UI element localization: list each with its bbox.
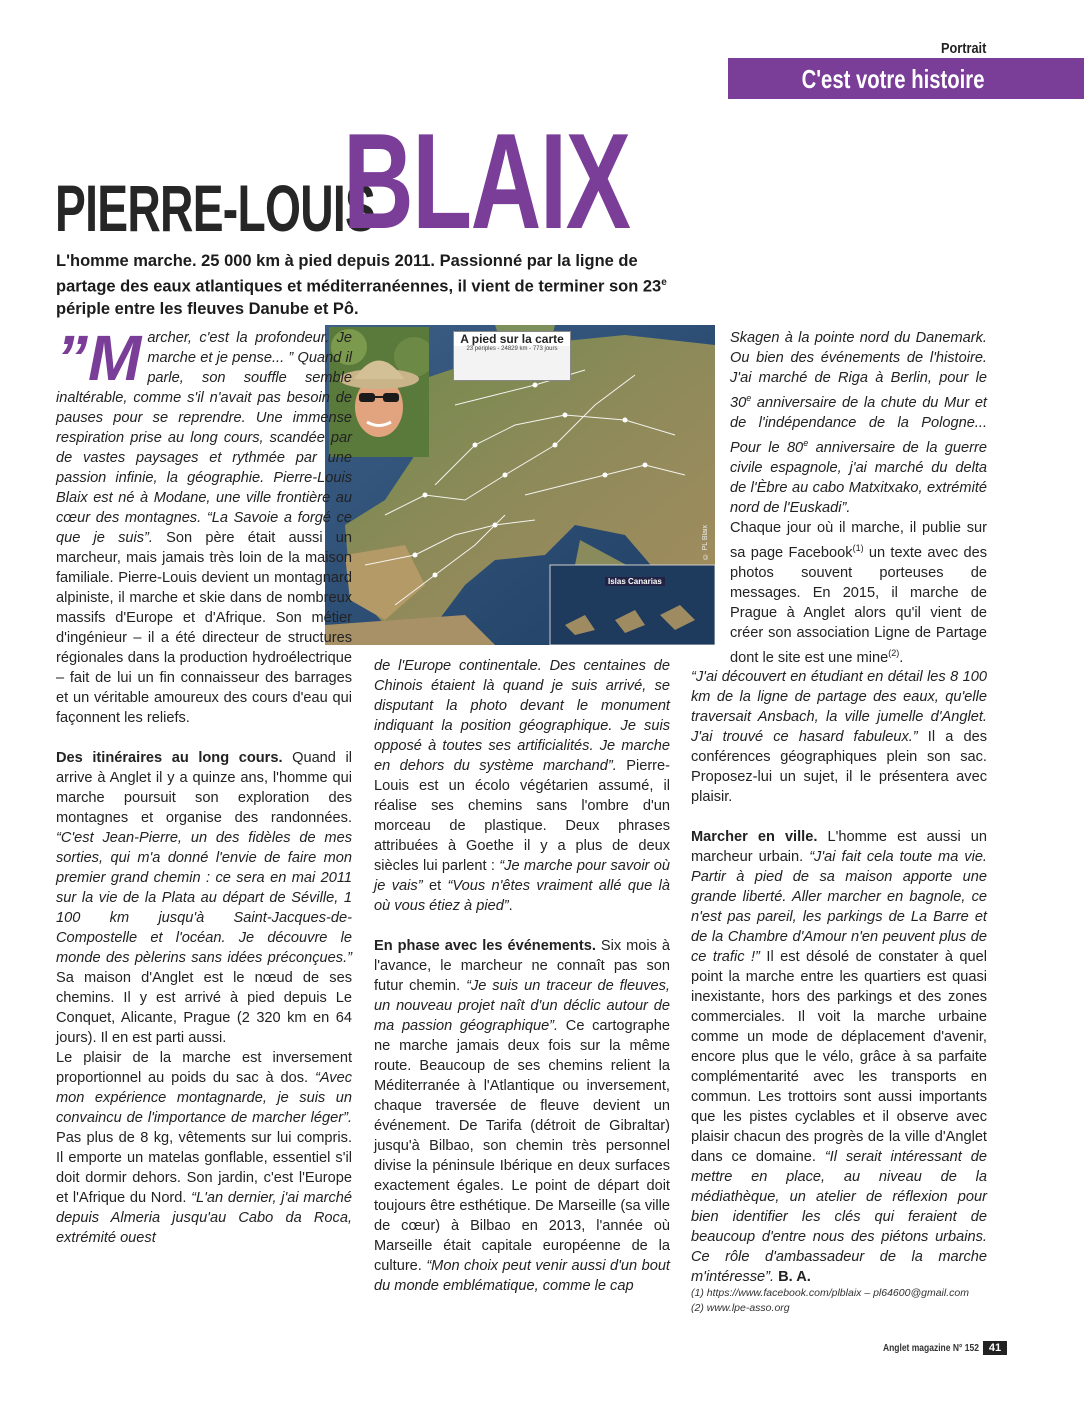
- column-top-block: [730, 328, 987, 667]
- footnote-1: (1) https://www.facebook.com/plblaix – pl64600@gmail.com: [691, 1287, 969, 1299]
- page-footer: [866, 1340, 1007, 1356]
- footnote-2: (2) www.lpe-asso.org: [691, 1302, 790, 1314]
- title-last-name: BLAIX: [343, 105, 630, 257]
- paragraph: En phase avec les événements. Six mois à l'avance, le marcheur ne connaît pas son futur chemin. “Je suis un traceur de fleuves, un nouveau projet naît d'un déclic autour de ma passion géographique”. Ce cartographe ne marche jamais deux fois sur la même route. Beaucoup de ses chemins relient la Méditerranée à l'Atlantique ou inversement, chaque traversée de fleuve devient un événement. De Tarifa (détroit de Gibraltar) jusqu'à Bilbao, son chemin très personnel divise la péninsule Ibérique en deux surfaces exactement égales. Le point de départ doit toujours être esthétique. De Marseille (sa ville de cœur) à Bilbao en 2013, l'année où Marseille était capitale européenne de la culture. “Mon choix peut venir aussi d'un bout du monde emblématique, comme le cap: [374, 938, 671, 1294]
- paragraph: Le plaisir de la marche est inversement proportionnel au poids du sac à dos. “Avec mon expérience montagnarde, je suis un convaincu de l'importance de marcher léger”. Pas plus de 8 kg, vêtements sur lui compris. Il emporte un matelas gonflable, essentiel s'il doit dormir dehors. Son jardin, c'est l'Europe et l'Afrique du Nord. “L'an dernier, j'ai marché depuis Almeria jusqu'au Cabo da Roca, extrémité ouest: [56, 1050, 352, 1246]
- paragraph: Skagen à la pointe nord du Danemark. Ou bien des événements de l'histoire. J'ai marché de Riga à Berlin, pour le 30e anniversaire de la chute du Mur et de l'indépendance de la Pologne... Pour le 80e anniversaire de la guerre civile espagnole, j'ai marché du delta de l'Èbre au cabo Matxitxako, extrémité nord de l'Euskadi”.: [730, 330, 987, 516]
- banner-title: C'est votre histoire: [801, 64, 984, 94]
- paragraph: ”M archer, c'est la profondeur. Je marche et je pense... ” Quand il parle, son souffle semble inaltérable, comme s'il n'avait pas besoin de pauses pour se reprendre. Une immense respiration prise au long cours, scandée par de vastes paysages et rythmée par une passion infinie, la géographie. Pierre-Louis Blaix est né à Modane, une ville frontière au cœur des montagnes. “La Savoie a forgé ce que je suis”. Son père était aussi un marcheur, mais jamais très loin de la maison familiale. Pierre-Louis devient un montagnard alpiniste, il marche et skie dans de nombreux massifs d'Europe et d'Afrique. Son métier d'ingénieur – il a été directeur de structures régionales dans la production hydroélectrique – fait de lui un fin connaisseur des barrages et un véritable amoureux des cours d'eau qui façonnent les reliefs.: [56, 322, 352, 726]
- drop-cap: ”M: [56, 322, 142, 394]
- paragraph: Chaque jour où il marche, il publie sur sa page Facebook$^{(1)}$ un texte avec des photos souvent porteuses de messages. En 2015, il marche de Prague à Anglet alors qu'il vient de créer son association Ligne de Partage dont le site est une mine$^{(2)}$.: [730, 519, 988, 666]
- title-first-name: PIERRE-LOUIS: [55, 171, 376, 245]
- paragraph: Marcher en ville. L'homme est aussi un marcheur urbain. “J'ai fait cela toute ma vie. Partir à pied de sa maison apporte une grande liberté. Aller marcher en bagnole, ce n'est pas pareil, les parkings de La Barre et de la Chambre d'Amour n'en peuvent plus de ce trafic !” Il est désolé de constater à quel point la marche entre les quartiers est quasi inexistante, hors des parkings et des zones commerciales. Il voit la marche urbaine comme un mode de déplacement d'avenir, encore plus que le vélo, grâce à sa parfaite complémentarité avec les transports en commun. Les trottoirs sont aussi importants que les pistes cyclables et il observe avec plaisir chacun des progrès de la ville d'Anglet dans ce domaine. “Il serait intéressant de mettre en place, au niveau de la médiathèque, un atelier de réflexion pour bien identifier les clés qui feraient de beaucoup d'entre nous des piétons urbains. Ce rôle d'ambassadeur de la marche m'intéresse”. B. A.: [691, 829, 988, 1286]
- lede: L'homme marche. 25 000 km à pied depuis 2011. Passionné par la ligne de partage des eaux atlantiques et méditerranéennes, il vient de terminer son 23e périple entre les fleuves Danube et Pô.: [56, 252, 667, 318]
- paragraph: Des itinéraires au long cours. Quand il arrive à Anglet il y a quinze ans, l'homme qui marche poursuit son exploration des montagnes et organise des randonnées. “C'est Jean-Pierre, un des fidèles de mes sorties, qui m'a donné l'envie de faire mon premier grand chemin : ce sera en mai 2011 sur la vie de la Plata au départ de Séville, 1 100 km jusqu'à Saint-Jacques-de-Compostelle et l'océan. Je découvre le monde des pèlerins sans idées préconçues.” Sa maison d'Anglet est le nœud de ses chemins. Il y est arrivé à pied depuis Le Conquet, Alicante, Prague (2 320 km en 64 jours). Il en est parti aussi.: [56, 750, 352, 1046]
- subheading: En phase avec les événements.: [374, 938, 596, 954]
- map-caption: [453, 331, 571, 381]
- article-column-3: [691, 328, 987, 1287]
- page-number: 41: [983, 1341, 1007, 1355]
- paragraph: “J'ai découvert en étudiant en détail les 8 100 km de la ligne de partage des eaux, qu'elle traversait Ansbach, la ville jumelle d'Anglet. J'ai trouvé ce hasard fabuleux.” Il a des conférences géographiques plein son sac. Proposez-lui un sujet, il le présentera avec plaisir.: [691, 669, 987, 806]
- inset-label: Islas Canarias: [605, 577, 665, 586]
- section-banner: [728, 58, 1084, 99]
- map-photo: [325, 325, 715, 645]
- subheading: Des itinéraires au long cours.: [56, 750, 283, 766]
- map-caption-subtitle: 23 périples - 24829 km - 773 jours: [466, 346, 558, 352]
- magazine-label: Anglet magazine N° 152: [882, 1342, 979, 1354]
- photo-credit: © PL Blaix: [702, 525, 709, 560]
- paragraph: de l'Europe continentale. Des centaines de Chinois étaient là quand je suis arrivé, se disputant la photo devant le monument indiquant la position géographique. Je suis opposé à toutes ses artificialités. Je marche en dehors du système marchand”. Pierre-Louis est un écolo végétarien assumé, il réalise ses chemins sans l'ombre d'un morceau de plastique. Deux phrases attribuées à Goethe il y a plus de deux siècles lui parlent : “Je marche pour savoir où je vais” et “Vous n'êtes vraiment allé que là où vous étiez à pied”.: [374, 658, 671, 914]
- article-column-2: [374, 656, 670, 1296]
- signature: B. A.: [774, 1269, 811, 1286]
- section-label: Portrait: [940, 40, 986, 57]
- map-caption-title: A pied sur la carte: [454, 332, 570, 346]
- footnotes: [691, 1286, 1001, 1316]
- subheading: Marcher en ville.: [691, 829, 818, 846]
- article-column-1: [56, 322, 352, 1248]
